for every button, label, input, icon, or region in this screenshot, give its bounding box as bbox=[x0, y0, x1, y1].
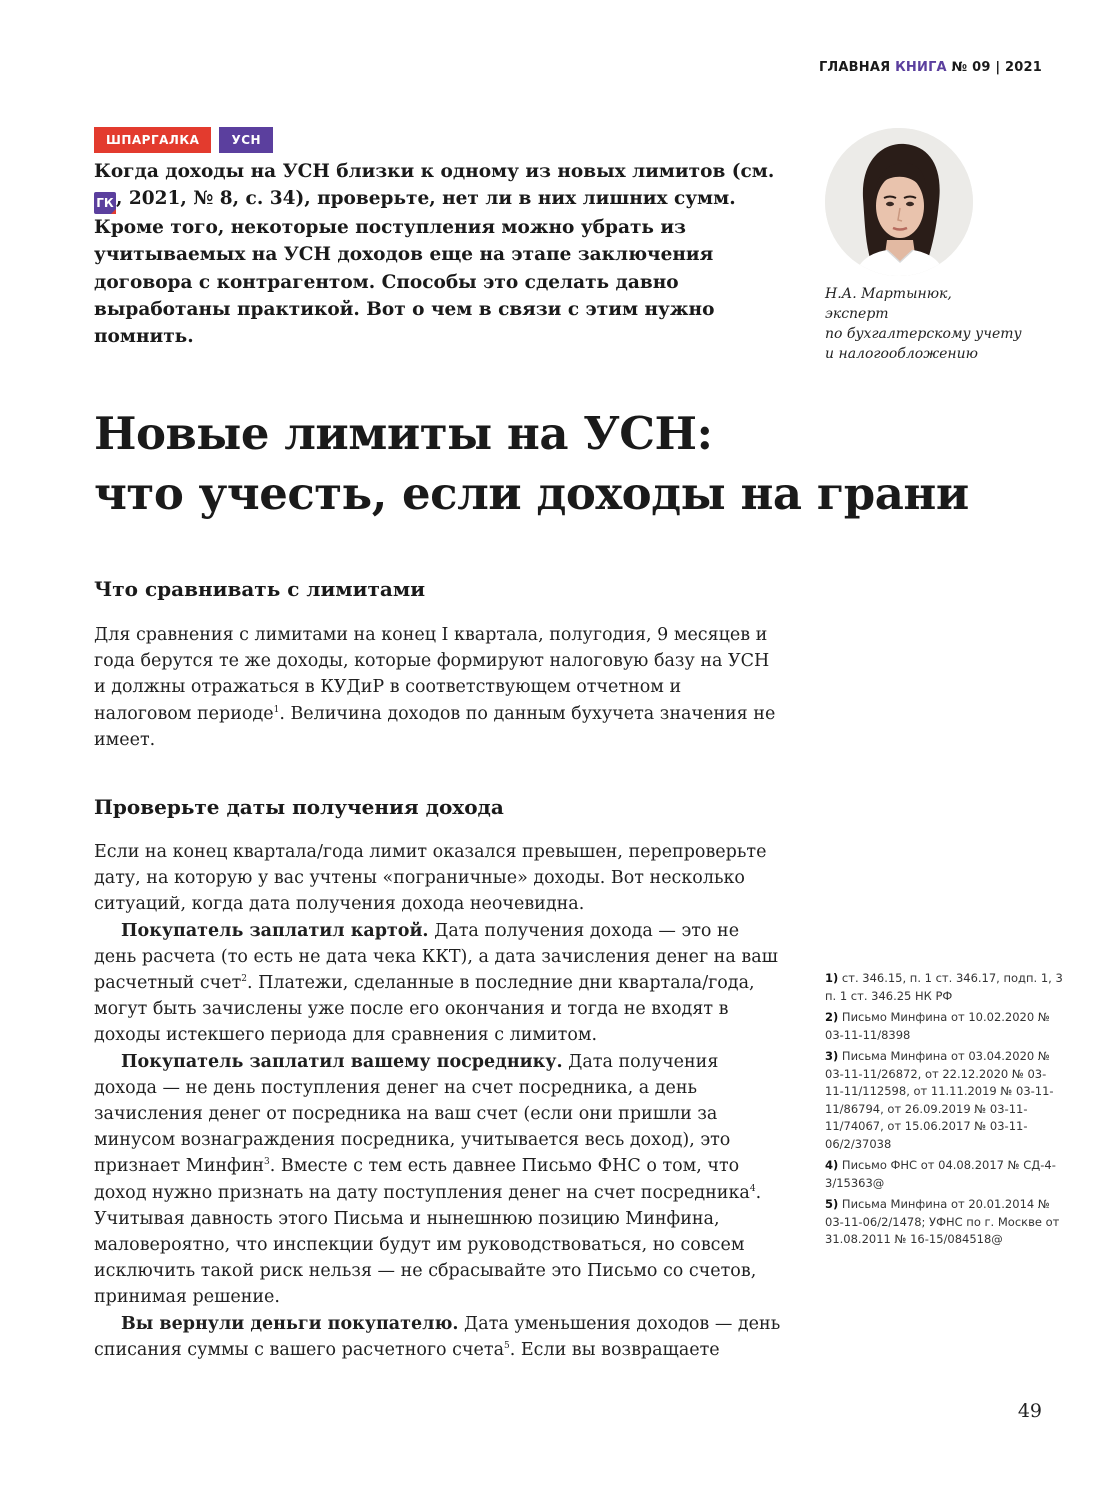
lead-text-start: Когда доходы на УСН близки к одному из новых лимитов (см. bbox=[94, 161, 775, 182]
author-portrait-icon bbox=[825, 128, 973, 276]
footnote-item bbox=[825, 1196, 1065, 1249]
situation-card-text-b: . Платежи, сделанные в последние дни квартала/года, могут быть зачислены уже после его окончания и тогда не входят в доходы истекшего периода для сравнения с лимитом. bbox=[94, 973, 755, 1046]
situation-intermediary-text-a: Дата получения дохода — не день поступления денег на счет посредника, а день зачисления денег от посредника на ваш счет (если они пришли за минусом вознаграждения посредника, учитывается весь доход), это признает Минфин bbox=[94, 1051, 731, 1177]
situation-intermediary-text-c: . Учитывая давность этого Письма и нынешнюю позицию Минфина, маловероятно, что инспекции будут им руководствоваться, но совсем исключить такой риск нельзя — не сбрасывайте это Письмо со счетов, принимая решение. bbox=[94, 1182, 762, 1308]
situation-refund-heading: Вы вернули деньги покупателю. bbox=[121, 1313, 459, 1334]
magazine-name: ГЛАВНАЯ bbox=[818, 60, 891, 75]
footnote-number: 3) bbox=[825, 1049, 839, 1063]
footnote-number: 2) bbox=[825, 1010, 839, 1024]
footnotes bbox=[825, 970, 1065, 1253]
tag-cheatsheet[interactable]: ШПАРГАЛКА bbox=[94, 127, 211, 153]
tag-usn[interactable]: УСН bbox=[219, 127, 273, 153]
footnote-item bbox=[825, 1157, 1065, 1192]
magazine-name-accent: КНИГА bbox=[895, 60, 947, 75]
situation-refund bbox=[94, 1311, 784, 1363]
footnote-text: Письма Минфина от 03.04.2020 № 03-11-11/26872, от 22.12.2020 № 03-11-11/112598, от 11.11.2019 № 03-11-11/86794, от 26.09.2019 № 03-11-11/74067, от 15.06.2017 № 03-11-06/2/37038 bbox=[825, 1049, 1054, 1151]
section-heading-dates: Проверьте даты получения дохода bbox=[94, 795, 504, 819]
section1-text-a: Для сравнения с лимитами на конец I квартала, полугодия, 9 месяцев и года берутся те же доходы, которые формируют налоговую базу на УСН и должны отражаться в КУДиР в соответствующем отчетном и налоговом периоде bbox=[94, 625, 770, 724]
author-role-line2: по бухгалтерскому учету bbox=[825, 326, 1022, 342]
masthead bbox=[819, 60, 1042, 75]
footnote-ref-5[interactable]: 5 bbox=[504, 1340, 510, 1351]
gk-logo-icon[interactable]: ГК bbox=[94, 192, 116, 214]
situation-card-payment bbox=[94, 918, 784, 1049]
footnote-text: ст. 346.15, п. 1 ст. 346.17, подп. 1, 3 п. 1 ст. 346.25 НК РФ bbox=[825, 971, 1063, 1003]
situation-card-heading: Покупатель заплатил картой. bbox=[121, 920, 429, 941]
footnote-text: Письма Минфина от 20.01.2014 № 03-11-06/2/1478; УФНС по г. Москве от 31.08.2011 № 16-15/084518@ bbox=[825, 1197, 1060, 1246]
article-title bbox=[94, 404, 1054, 524]
situation-intermediary-heading: Покупатель заплатил вашему посреднику. bbox=[121, 1051, 563, 1072]
footnote-ref-1[interactable]: 1 bbox=[273, 704, 280, 715]
lead-text-end: , 2021, № 8, с. 34), проверьте, нет ли в них лишних сумм. Кроме того, некоторые поступления можно убрать из учитываемых на УСН доходов еще на этапе заключения договора с контрагентом. Способы это сделать давно выработаны практикой. Вот о чем в связи с этим нужно помнить. bbox=[94, 188, 736, 348]
footnote-ref-2[interactable]: 2 bbox=[241, 974, 248, 985]
situation-refund-text-a: Дата уменьшения доходов — день списания суммы с вашего расчетного счета bbox=[94, 1313, 781, 1360]
situation-intermediary bbox=[94, 1049, 784, 1311]
author-photo bbox=[825, 128, 973, 276]
section1-paragraph bbox=[94, 622, 784, 753]
rubric-tags bbox=[94, 127, 273, 153]
lead-paragraph bbox=[94, 158, 784, 350]
footnote-text: Письмо Минфина от 10.02.2020 № 03-11-11/8398 bbox=[825, 1010, 1050, 1042]
footnote-item bbox=[825, 1009, 1065, 1044]
footnote-item bbox=[825, 1048, 1065, 1153]
section-heading-limits: Что сравнивать с лимитами bbox=[94, 577, 426, 601]
footnote-ref-4[interactable]: 4 bbox=[749, 1183, 756, 1194]
footnote-number: 5) bbox=[825, 1197, 839, 1211]
footnote-number: 4) bbox=[825, 1158, 839, 1172]
author-role-line1: эксперт bbox=[825, 306, 889, 322]
situation-card-text-a: Дата получения дохода — это не день расчета (то есть не дата чека ККТ), а дата зачисления денег на ваш расчетный счет bbox=[94, 920, 778, 994]
section2-body bbox=[94, 839, 784, 1363]
section2-intro: Если на конец квартала/года лимит оказался превышен, перепроверьте дату, на которую у вас учтены «пограничные» доходы. Вот несколько ситуаций, когда дата получения дохода неочевидна. bbox=[94, 842, 767, 915]
issue-number: № 09 | 2021 bbox=[951, 60, 1042, 75]
situation-intermediary-text-b: . Вместе с тем есть давнее Письмо ФНС о том, что доход нужно признать на дату поступления денег на счет посредника bbox=[94, 1156, 750, 1203]
section1-text-b: . Величина доходов по данным бухучета значения не имеет. bbox=[94, 703, 776, 750]
footnote-text: Письмо ФНС от 04.08.2017 № СД-4-3/15363@ bbox=[825, 1158, 1056, 1190]
section1-body bbox=[94, 622, 784, 753]
footnote-item bbox=[825, 970, 1065, 1005]
footnote-ref-3[interactable]: 3 bbox=[264, 1157, 270, 1168]
situation-refund-text-b: . Если вы возвращаете bbox=[509, 1339, 720, 1360]
title-line2: что учесть, если доходы на грани bbox=[94, 467, 969, 520]
title-line1: Новые лимиты на УСН: bbox=[94, 407, 713, 460]
page-number: 49 bbox=[1017, 1400, 1042, 1422]
author-role-line3: и налогообложению bbox=[825, 346, 978, 362]
author-name: Н.А. Мартынюк, bbox=[825, 286, 952, 302]
footnote-number: 1) bbox=[825, 971, 839, 985]
author-caption bbox=[825, 284, 1055, 364]
